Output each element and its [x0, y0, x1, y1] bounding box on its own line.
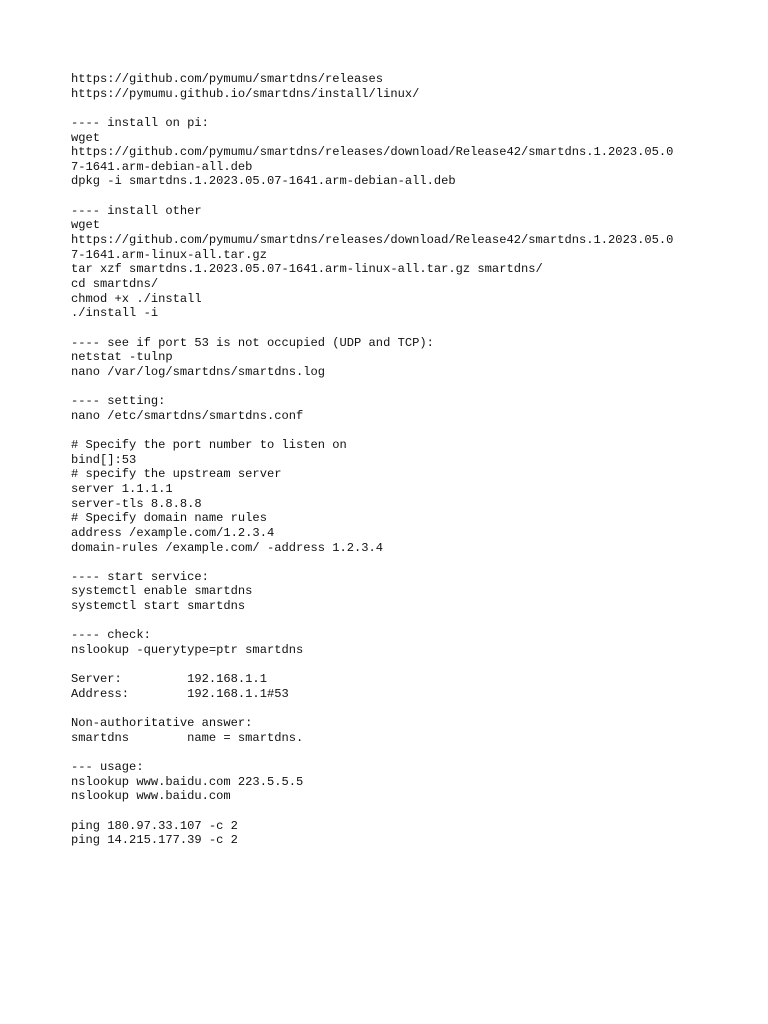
text-line: [71, 614, 731, 629]
text-line: ---- check:: [71, 628, 151, 643]
text-line: [71, 555, 731, 570]
text-line: ./install -i: [71, 306, 159, 321]
text-line: nslookup www.baidu.com: [71, 789, 231, 804]
text-line: # Specify the port number to listen on: [71, 438, 347, 453]
text-line: dpkg -i smartdns.1.2023.05.07-1641.arm-debian-all.deb: [71, 174, 456, 189]
text-line: https://github.com/pymumu/smartdns/releases/download/Release42/smartdns.1.2023.05.0: [71, 145, 674, 160]
text-line: ping 14.215.177.39 -c 2: [71, 833, 238, 848]
text-line: ---- install other: [71, 203, 202, 218]
text-line: [71, 321, 731, 336]
text-line: [71, 423, 731, 438]
text-line: 7-1641.arm-linux-all.tar.gz: [71, 247, 267, 262]
text-line: server-tls 8.8.8.8: [71, 496, 202, 511]
text-line: domain-rules /example.com/ -address 1.2.3.4: [71, 540, 384, 555]
text-line: https://github.com/pymumu/smartdns/releases: [71, 72, 384, 86]
text-line: [71, 101, 731, 116]
text-line: netstat -tulnp: [71, 350, 173, 365]
text-line: cd smartdns/: [71, 276, 159, 291]
text-line: tar xzf smartdns.1.2023.05.07-1641.arm-linux-all.tar.gz smartdns/: [71, 262, 543, 277]
text-line: # specify the upstream server: [71, 467, 282, 482]
text-line: nano /etc/smartdns/smartdns.conf: [71, 408, 304, 423]
text-line: [71, 702, 731, 717]
text-line: systemctl start smartdns: [71, 599, 246, 614]
text-line: Non-authoritative answer:: [71, 716, 253, 731]
text-line: wget: [71, 130, 101, 145]
text-line: ping 180.97.33.107 -c 2: [71, 818, 238, 833]
text-line: Address: 192.168.1.1#53: [71, 686, 289, 701]
text-line: https://pymumu.github.io/smartdns/install/linux/: [71, 86, 420, 101]
text-line: Server: 192.168.1.1: [71, 672, 267, 687]
text-line: [71, 804, 731, 819]
text-line: ---- see if port 53 is not occupied (UDP and TCP):: [71, 335, 434, 350]
text-line: --- usage:: [71, 760, 144, 775]
text-line: nano /var/log/smartdns/smartdns.log: [71, 364, 326, 379]
text-line: https://github.com/pymumu/smartdns/releases/download/Release42/smartdns.1.2023.05.0: [71, 233, 674, 248]
text-line: wget: [71, 218, 101, 233]
text-line: [71, 745, 731, 760]
text-line: ---- setting:: [71, 394, 166, 409]
text-line: [71, 379, 731, 394]
text-line: ---- start service:: [71, 569, 209, 584]
text-line: server 1.1.1.1: [71, 481, 173, 496]
text-line: # Specify domain name rules: [71, 511, 267, 526]
document-text: [71, 72, 731, 848]
text-line: 7-1641.arm-debian-all.deb: [71, 159, 253, 174]
text-line: nslookup -querytype=ptr smartdns: [71, 642, 304, 657]
text-line: nslookup www.baidu.com 223.5.5.5: [71, 774, 304, 789]
text-line: bind[]:53: [71, 452, 137, 467]
text-line: smartdns name = smartdns.: [71, 730, 304, 745]
text-line: [71, 189, 731, 204]
text-line: ---- install on pi:: [71, 115, 209, 130]
text-line: [71, 658, 731, 673]
text-line: systemctl enable smartdns: [71, 584, 253, 599]
text-line: chmod +x ./install: [71, 291, 202, 306]
text-line: address /example.com/1.2.3.4: [71, 525, 275, 540]
